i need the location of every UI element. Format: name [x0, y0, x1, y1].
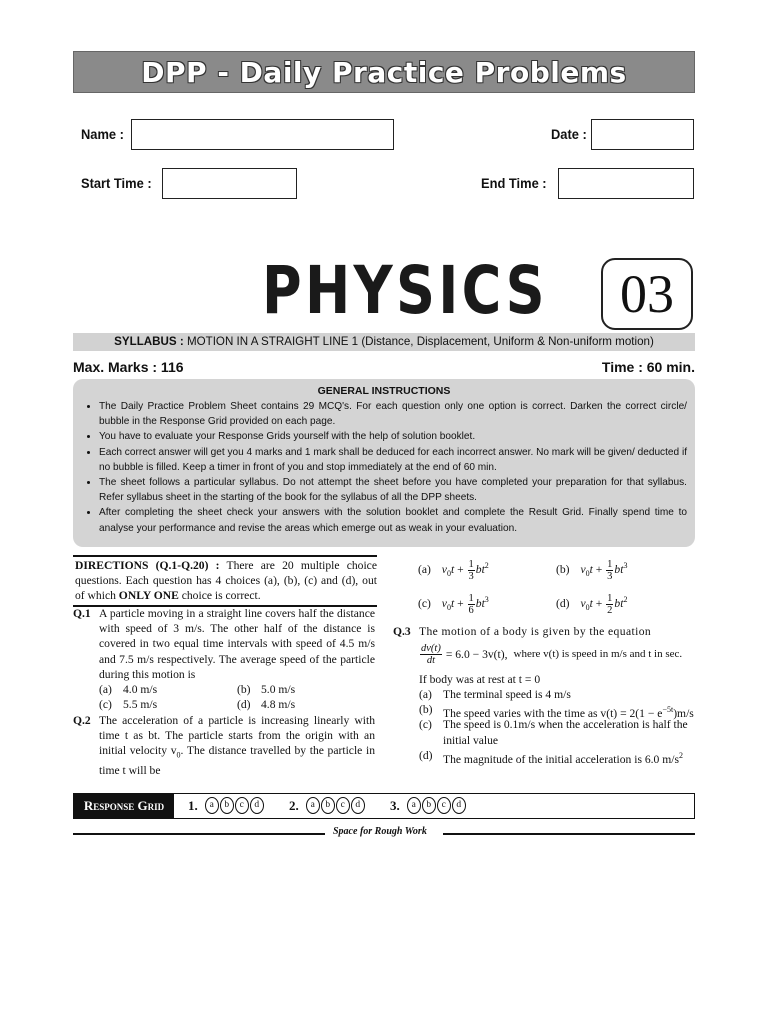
subject-title: PHYSICS — [262, 252, 548, 329]
question-text-part: The acceleration of a particle is increasing linearly with time t as bt. The particle starts from the origin with an initial velocity v — [99, 714, 375, 758]
divider-line — [73, 833, 325, 835]
sheet-number: 03 — [601, 258, 693, 330]
option-b: (b) $v_0t$ + $\frac{1}{3}$ $bt^3$ — [556, 558, 628, 582]
answer-bubble-c[interactable]: c — [437, 797, 451, 814]
exponent: −5t — [662, 705, 674, 715]
fraction — [606, 593, 613, 616]
answer-bubble-b[interactable]: b — [220, 797, 234, 814]
response-grid — [73, 793, 695, 819]
question-options — [419, 687, 695, 765]
start-time-field[interactable] — [162, 168, 297, 199]
option-label: (b) — [237, 683, 251, 697]
question-text: The motion of a body is given by the equation — [419, 625, 652, 638]
option-text: 4.0 m/s — [123, 683, 158, 697]
answer-bubble-c[interactable]: c — [336, 797, 350, 814]
answer-bubble-b[interactable]: b — [321, 797, 335, 814]
syllabus-bar — [73, 333, 695, 351]
answer-bubble-b[interactable]: b — [422, 797, 436, 814]
fraction-numerator: 1 — [607, 592, 613, 604]
answer-bubble-d[interactable]: d — [351, 797, 365, 814]
rough-work-label: Space for Rough Work — [333, 826, 427, 837]
answer-bubble-a[interactable]: a — [407, 797, 421, 814]
option-text: The terminal speed is 4 m/s — [443, 688, 571, 702]
answer-bubble-a[interactable]: a — [306, 797, 320, 814]
page-banner — [73, 51, 695, 93]
question-1 — [73, 606, 375, 712]
subscript: 0 — [176, 750, 181, 760]
fraction-denominator: 3 — [607, 570, 613, 582]
option-a: (a) $v_0t$ + $\frac{1}{3}$ $bt^2$ — [418, 558, 489, 582]
response-number: 3. — [390, 797, 400, 813]
directions-text-2: choice is correct. — [181, 589, 261, 603]
answer-bubble-d[interactable]: d — [452, 797, 466, 814]
fraction-denominator: 2 — [607, 604, 613, 616]
directions-label: DIRECTIONS (Q.1-Q.20) : — [75, 559, 220, 572]
answer-bubble-d[interactable]: d — [250, 797, 264, 814]
name-field[interactable] — [131, 119, 394, 150]
response-row-2 — [289, 797, 365, 814]
fraction-numerator: 1 — [607, 558, 613, 570]
fraction — [468, 559, 475, 582]
question-2-options — [418, 558, 698, 622]
date-label: Date : — [551, 126, 587, 142]
start-time-label: Start Time : — [81, 175, 152, 191]
question-number: Q.1 — [73, 607, 91, 620]
option-text: 4.8 m/s — [261, 698, 296, 712]
option-text — [443, 748, 683, 767]
syllabus-label: SYLLABUS : — [114, 335, 184, 348]
rough-work-divider — [73, 826, 695, 840]
question-2 — [73, 713, 375, 778]
date-field[interactable] — [591, 119, 694, 150]
response-number: 2. — [289, 797, 299, 813]
option-label: (d) — [237, 698, 251, 712]
option-text-part: The speed varies with the time as v(t) = 2(1 − e — [443, 707, 663, 721]
option-label: (c) — [99, 698, 112, 712]
instructions-heading: GENERAL INSTRUCTIONS — [317, 385, 451, 397]
question-number: Q.3 — [393, 625, 411, 638]
fraction-denominator: 6 — [468, 604, 474, 616]
instruction-item: • Each correct answer will get you 4 marks and 1 mark shall be deduced for each incorrect answer. No mark will be given/ deducted if no bubble is filled. Keep a timer in front of you and stop immediately at the end of 60 min. — [99, 445, 687, 475]
option-label: (c) — [419, 718, 432, 732]
directions-text-1: There are 20 multiple choice questions. Each question has 4 choices (a), (b), (c) and (d), out of which — [75, 559, 377, 603]
exponent: 3 — [623, 561, 628, 570]
question-options — [99, 682, 375, 712]
instruction-item: • You have to evaluate your Response Grids yourself with the help of solution booklet. — [99, 429, 687, 444]
option-c: (c) $v_0t$ + $\frac{1}{6}$ $bt^3$ — [418, 592, 489, 616]
end-time-label: End Time : — [481, 175, 547, 191]
equation-note: where v(t) is speed in m/s and t in sec. — [513, 648, 683, 661]
option-text-part: The magnitude of the initial acceleration is 6.0 m/s — [443, 753, 679, 767]
instructions-list — [81, 399, 687, 536]
question-condition: If body was at rest at t = 0 — [419, 673, 541, 687]
option-label: (c) — [418, 596, 431, 610]
option-label: (b) — [556, 562, 570, 576]
exponent: 3 — [484, 595, 489, 604]
fraction-numerator: 1 — [468, 558, 474, 570]
instruction-item: • After completing the sheet check your answers with the solution booklet and complete the Result Grid. Finally spend time to analyse your performance and revise the areas which emerge out as weak in your evaluation. — [99, 505, 687, 535]
directions-box — [73, 555, 377, 607]
response-number: 1. — [188, 797, 198, 813]
option-text: The speed is 0.1m/s when the acceleration is half the initial value — [443, 718, 688, 747]
exponent: 2 — [679, 751, 683, 761]
fraction-denominator: 3 — [468, 570, 474, 582]
equation — [419, 643, 695, 666]
question-number: Q.2 — [73, 714, 91, 727]
directions-emphasis: ONLY ONE — [118, 589, 179, 603]
time-limit: Time : 60 min. — [601, 359, 695, 375]
fraction-numerator: 1 — [468, 592, 474, 604]
option-text-part: )m/s — [673, 707, 694, 721]
answer-bubble-c[interactable]: c — [235, 797, 249, 814]
option-label: (d) — [419, 749, 433, 763]
instruction-item: • The sheet follows a particular syllabus. Do not attempt the sheet before you have completed your preparation for that syllabus. Refer syllabus sheet in the starting of the book for the syllabus of all the DPP sheets. — [99, 475, 687, 505]
syllabus-text: MOTION IN A STRAIGHT LINE 1 (Distance, Displacement, Uniform & Non-uniform motion) — [186, 335, 654, 348]
option-text: 5.0 m/s — [261, 683, 296, 697]
question-3 — [393, 624, 695, 765]
divider-line — [443, 833, 695, 835]
instruction-item: • The Daily Practice Problem Sheet contains 29 MCQ's. For each question only one option is correct. Darken the correct circle/ bubble in the Response Grid provided on each page. — [99, 399, 687, 429]
option-label: (a) — [419, 688, 432, 702]
page-title: DPP - Daily Practice Problems — [141, 55, 627, 89]
fraction — [468, 593, 475, 616]
exponent: 2 — [484, 561, 489, 570]
general-instructions — [73, 379, 695, 547]
response-row-3 — [390, 797, 466, 814]
question-text-part: . The distance travelled by the particle in time t will be — [99, 744, 375, 777]
fraction — [420, 643, 442, 666]
name-label: Name : — [81, 126, 124, 142]
fraction-numerator: dv(t) — [421, 643, 441, 655]
exponent: 2 — [623, 595, 628, 604]
question-text: A particle moving in a straight line covers half the distance with speed of 3 m/s. The other half of the distance is covered in two equal time intervals with speed of 4.5 m/s and 7.5 m/s respectively. The average speed of the particle during this motion is — [99, 607, 375, 681]
fraction-denominator: dt — [426, 655, 435, 667]
response-row-1 — [188, 797, 264, 814]
fraction — [606, 559, 613, 582]
max-marks: Max. Marks : 116 — [73, 359, 184, 375]
answer-bubble-a[interactable]: a — [205, 797, 219, 814]
question-text — [99, 713, 375, 778]
option-label: (b) — [419, 703, 433, 717]
option-label: (a) — [99, 683, 112, 697]
end-time-field[interactable] — [558, 168, 694, 199]
response-grid-label: Response Grid — [74, 794, 174, 818]
option-d: (d) $v_0t$ + $\frac{1}{2}$ $bt^2$ — [556, 592, 628, 616]
option-label: (d) — [556, 596, 570, 610]
option-text: 5.5 m/s — [123, 698, 158, 712]
equation-rhs: = 6.0 − 3v(t), — [445, 648, 508, 662]
option-label: (a) — [418, 562, 431, 576]
